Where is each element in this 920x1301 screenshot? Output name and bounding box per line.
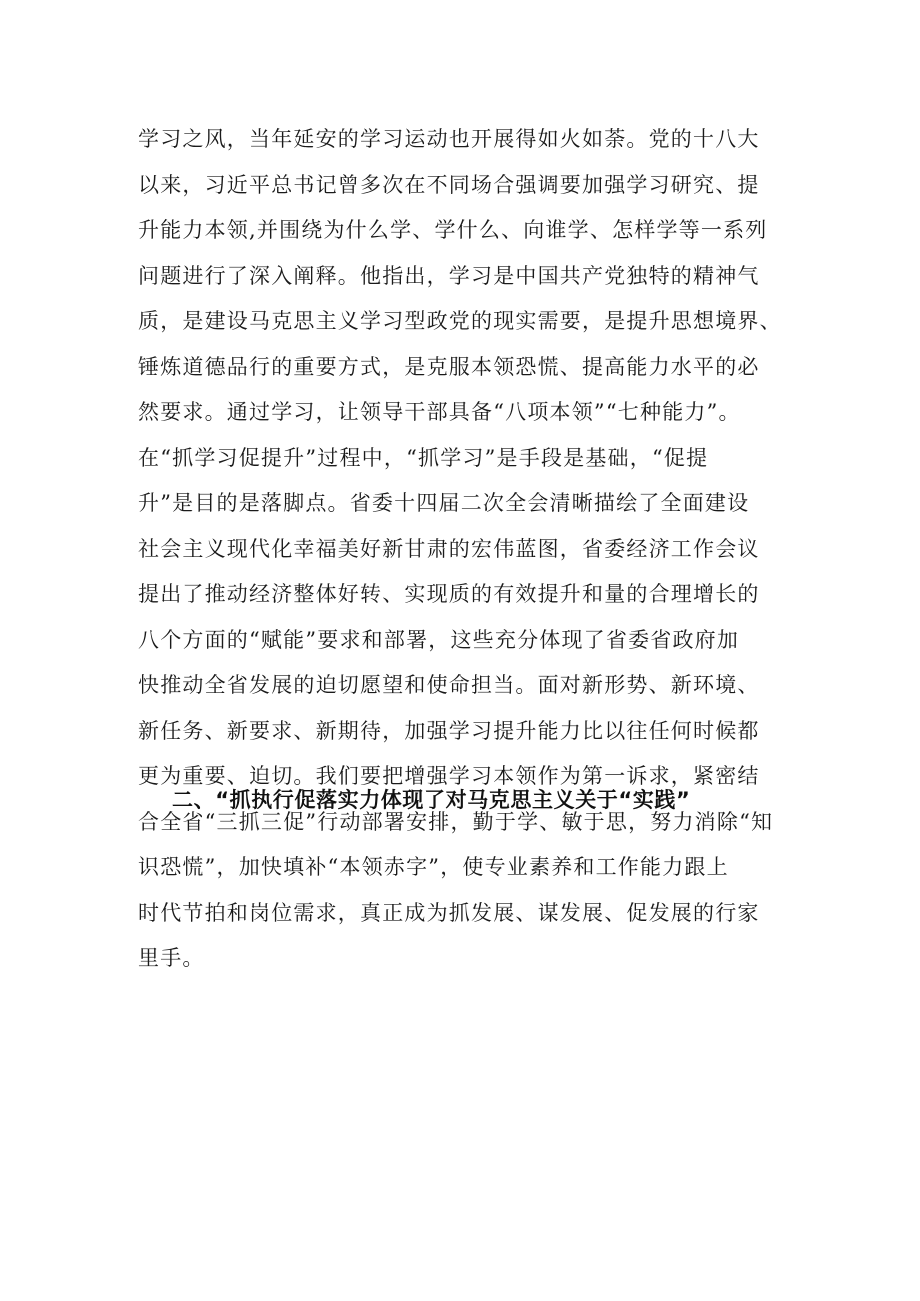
paragraph-line: 以来，习近平总书记曾多次在不同场合强调要加强学习研究、提	[138, 172, 760, 197]
paragraph-line: 然要求。通过学习，让领导干部具备“八项本领”“七种能力”。	[138, 400, 741, 424]
paragraph-line: 识恐慌”，加快填补“本领赤字”，使专业素养和工作能力跟上	[138, 855, 729, 879]
paragraph-line: 合全省“三抓三促”行动部署安排，勤于学、敏于思，努力消除“知	[138, 809, 774, 834]
paragraph-line: 升”是目的是落脚点。省委十四届二次全会清晰描绘了全面建设	[138, 491, 750, 515]
paragraph-line: 提出了推动经济整体好转、实现质的有效提升和量的合理增长的	[138, 582, 760, 606]
paragraph-line: 里手。	[138, 946, 205, 970]
section-heading: 二、“抓执行促落实力体现了对马克思主义关于“实践”	[172, 788, 691, 812]
paragraph-line: 时代节拍和岗位需求，真正成为抓发展、谋发展、促发展的行家	[138, 900, 760, 925]
paragraph-line: 新任务、新要求、新期待，加强学习提升能力比以往任何时候都	[138, 718, 760, 743]
paragraph-line: 更为重要、迫切。我们要把增强学习本领作为第一诉求，紧密结	[138, 764, 760, 788]
paragraph-line: 质，是建设马克思主义学习型政党的现实需要，是提升思想境界、	[138, 309, 782, 333]
paragraph-line: 问题进行了深入阐释。他指出，学习是中国共产党独特的精神气	[138, 263, 760, 288]
paragraph-line: 学习之风，当年延安的学习运动也开展得如火如荼。党的十八大	[138, 127, 760, 151]
paragraph-line: 社会主义现代化幸福美好新甘肃的宏伟蓝图，省委经济工作会议	[138, 536, 760, 561]
paragraph-line: 快推动全省发展的迫切愿望和使命担当。面对新形势、新环境、	[138, 673, 760, 697]
paragraph-line: 八个方面的“赋能”要求和部署，这些充分体现了省委省政府加	[138, 627, 740, 652]
body-paragraph	[138, 117, 798, 982]
paragraph-line: 升能力本领,并围绕为什么学、学什么、向谁学、怎样学等一系列	[138, 218, 768, 242]
paragraph-line: 锤炼道德品行的重要方式，是克服本领恐慌、提高能力水平的必	[138, 354, 760, 379]
paragraph-line: 在“抓学习促提升”过程中，“抓学习”是手段是基础，“促提	[138, 445, 709, 470]
